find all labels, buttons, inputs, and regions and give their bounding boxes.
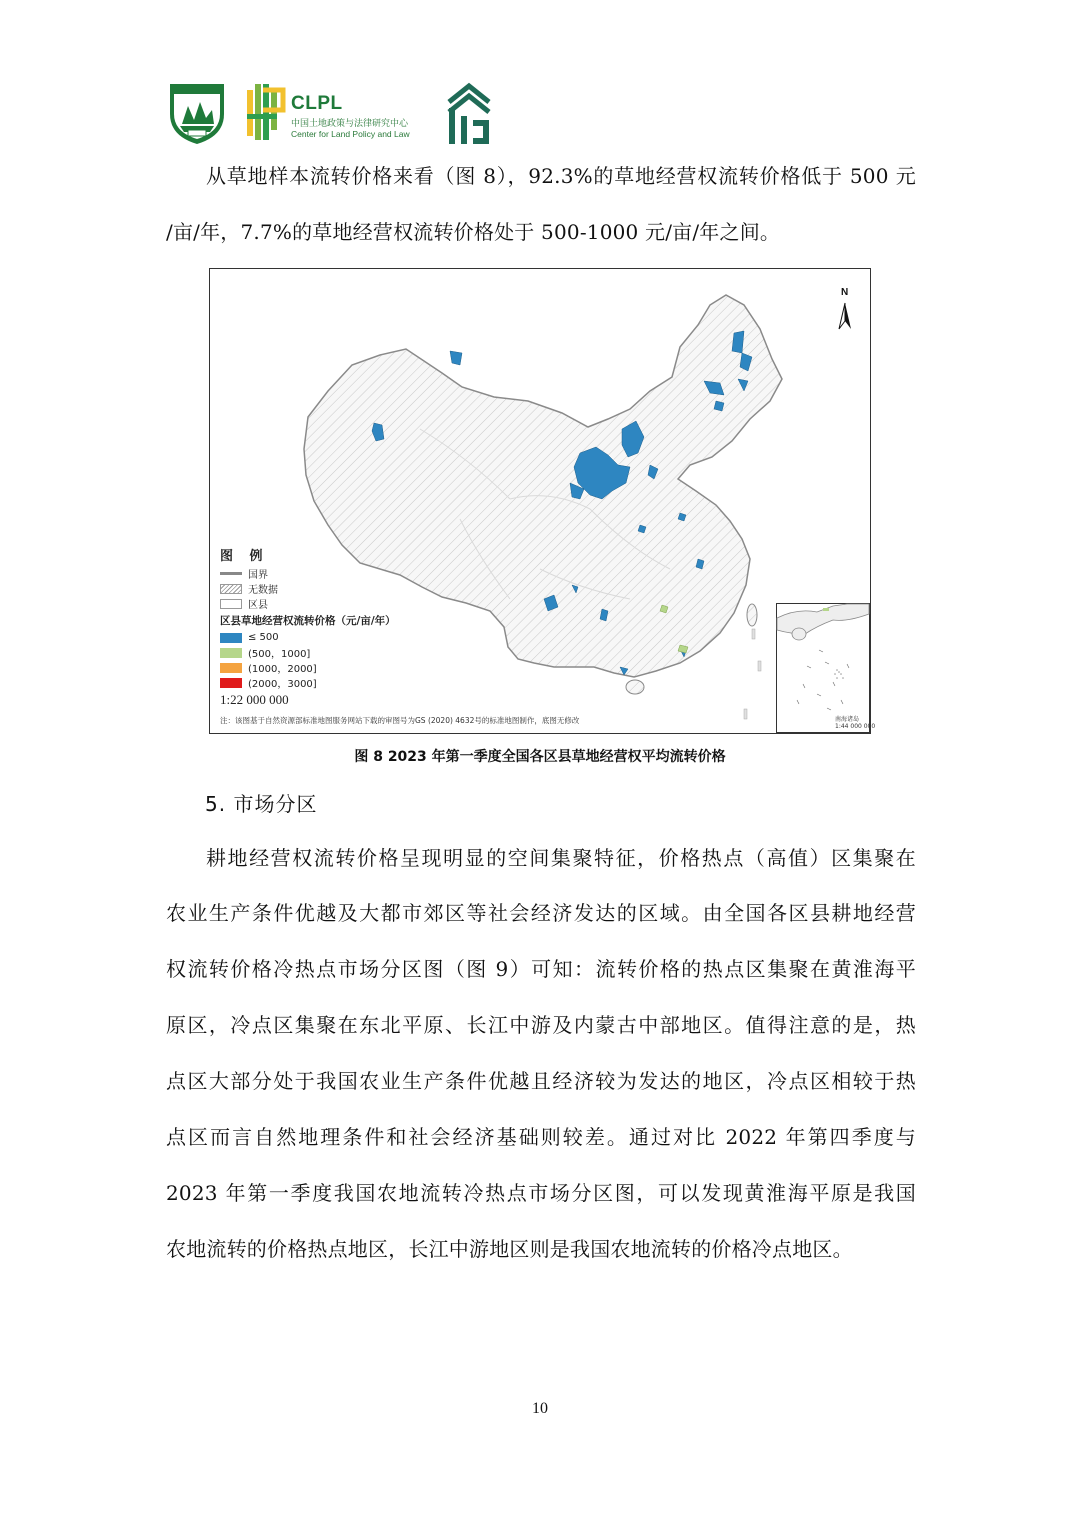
map-note: 注：该图基于自然资源部标准地图服务网站下载的审图号为GS (2020) 4632号的标准地图制作，底图无修改 xyxy=(220,716,580,725)
figure-caption: 图 8 2023 年第一季度全国各区县草地经营权平均流转价格 xyxy=(354,749,726,765)
section-line-7: 2023 年第一季度我国农地流转冷热点市场分区图，可以发现黄淮海平原是我国 xyxy=(166,1181,916,1205)
legend-label-county: 区县 xyxy=(248,600,268,611)
legend-label-border: 国界 xyxy=(248,570,268,581)
green-swatch-icon xyxy=(220,648,242,658)
region-liaoning xyxy=(714,401,724,411)
clpl-chinese-name: 中国土地政策与法律研究中心 xyxy=(291,119,409,129)
section-line-8: 农地流转的价格热点地区，长江中游地区则是我国农地流转的价格冷点地区。 xyxy=(166,1237,853,1261)
legend-title: 图 例 xyxy=(220,549,269,564)
legend-row-2000-3000 xyxy=(220,675,396,690)
legend-label-le500: ≤ 500 xyxy=(248,632,279,643)
border-line-icon xyxy=(220,572,242,575)
section-line-1: 耕地经营权流转价格呈现明显的空间集聚特征，价格热点（高值）区集聚在 xyxy=(206,846,916,870)
intro-line-1: 从草地样本流转价格来看（图 8），92.3%的草地经营权流转价格低于 500 元 xyxy=(206,164,916,188)
legend-row-1000-2000 xyxy=(220,660,396,675)
section-heading: 5. 市场分区 xyxy=(205,792,318,816)
legend-label-1000-2000: (1000，2000] xyxy=(248,664,317,675)
page-number: 10 xyxy=(532,1400,548,1417)
institute-mark-icon xyxy=(445,82,493,146)
inset-map xyxy=(777,604,869,732)
map-figure xyxy=(209,268,876,734)
section-line-6: 点区而言自然地理条件和社会经济基础则较差。通过对比 2022 年第四季度与 xyxy=(166,1125,916,1149)
inset-label xyxy=(835,716,875,730)
north-label: N xyxy=(841,287,849,298)
clpl-english-name: Center for Land Policy and Law xyxy=(291,129,410,139)
map-legend xyxy=(220,545,396,708)
blue-swatch-icon xyxy=(220,633,242,643)
county-swatch-icon xyxy=(220,599,242,609)
hatch-swatch-icon xyxy=(220,584,242,594)
university-emblem-icon xyxy=(164,80,230,146)
legend-row-county xyxy=(220,596,396,611)
institute-logo xyxy=(445,82,493,146)
section-line-3: 权流转价格冷热点市场分区图（图 9）可知：流转价格的热点区集聚在黄淮海平 xyxy=(166,957,916,981)
orange-swatch-icon xyxy=(220,663,242,673)
south-china-sea-inset xyxy=(776,603,876,733)
university-logo xyxy=(164,80,230,146)
clpl-logo xyxy=(245,80,425,146)
intro-line-2: /亩/年，7.7%的草地经营权流转价格处于 500-1000 元/亩/年之间。 xyxy=(166,220,781,244)
inset-title: 南海诸岛 xyxy=(835,716,860,723)
clpl-mark-icon xyxy=(245,80,289,146)
clpl-title: CLPL xyxy=(291,93,343,114)
red-swatch-icon xyxy=(220,678,242,688)
section-line-2: 农业生产条件优越及大都市郊区等社会经济发达的区域。由全国各区县耕地经营 xyxy=(166,901,916,925)
legend-label-nodata: 无数据 xyxy=(248,585,278,596)
inset-scale: 1:44 000 000 xyxy=(835,723,876,730)
legend-row-le500 xyxy=(220,630,396,645)
map-scale: 1:22 000 000 xyxy=(220,692,289,707)
region-heilongjiang-1 xyxy=(732,331,744,353)
legend-label-2000-3000: (2000，3000] xyxy=(248,679,317,690)
section-line-5: 点区大部分处于我国农业生产条件优越且经济较为发达的地区，冷点区相较于热 xyxy=(166,1069,916,1093)
legend-label-500-1000: (500，1000] xyxy=(248,649,311,660)
legend-price-heading: 区县草地经营权流转价格（元/亩/年） xyxy=(220,615,396,627)
legend-row-500-1000 xyxy=(220,645,396,660)
region-north-xinjiang xyxy=(450,351,462,365)
section-line-4: 原区，冷点区集聚在东北平原、长江中游及内蒙古中部地区。值得注意的是，热 xyxy=(166,1013,916,1037)
legend-row-nodata xyxy=(220,581,396,596)
legend-row-border xyxy=(220,566,396,581)
